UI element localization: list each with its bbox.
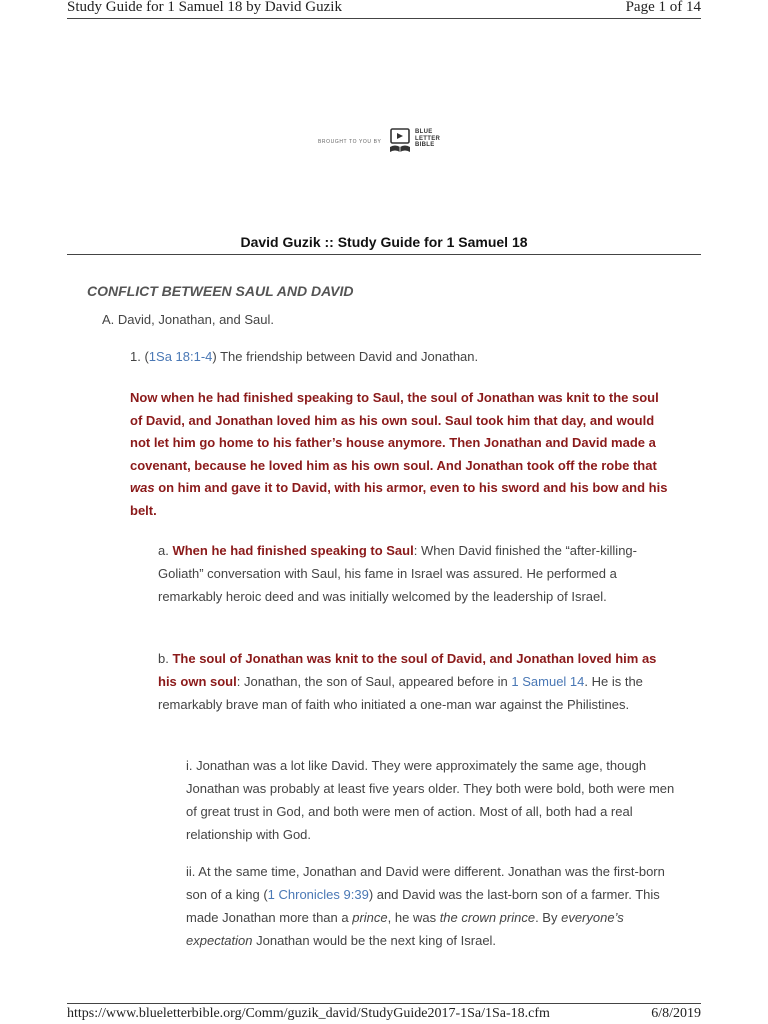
scripture-reference-link[interactable]: 1 Samuel 14	[511, 674, 585, 689]
commentary-point-i: i. Jonathan was a lot like David. They were approximately the same age, though Jonathan was probably at least five years older. They both were bold, both were men of great trust in God, and both were men of action. Most of all, both had a real relationship with God.	[186, 758, 675, 842]
highlighted-quote: The soul of Jonathan was knit to the soul of David, and Jonathan loved him as his own soul	[158, 651, 657, 689]
italic-text: everyone’s expectation	[186, 910, 624, 948]
scripture-reference-link[interactable]: 1Sa 18:1-4	[148, 349, 213, 364]
print-header-page-number: Page 1 of 14	[625, 0, 701, 15]
commentary-text: : Jonathan, the son of Saul, appeared before in	[236, 674, 512, 689]
commentary-point-a	[158, 539, 678, 608]
scripture-text: on him and gave it to David, with his armor, even to his sword and his bow and his belt.	[130, 480, 668, 518]
outline-point-1	[130, 349, 478, 364]
print-header-title: Study Guide for 1 Samuel 18 by David Guzik	[67, 0, 342, 15]
point-prefix: b.	[158, 651, 173, 666]
brand-logo-line: LETTER	[415, 135, 441, 142]
highlighted-quote: When he had finished speaking to Saul	[172, 543, 414, 558]
brand-logo-text	[415, 129, 440, 149]
scripture-reference-link[interactable]: 1 Chronicles 9:39	[267, 887, 369, 902]
title-divider	[67, 254, 701, 255]
brand-logo-line: BIBLE	[415, 142, 435, 148]
brand-banner	[318, 126, 458, 158]
scripture-passage	[130, 387, 670, 523]
point-prefix: a.	[158, 543, 173, 558]
commentary-text: Jonathan would be the next king of Israel.	[252, 933, 497, 948]
print-footer	[67, 1003, 701, 1024]
commentary-text: . By	[535, 910, 562, 925]
point-text: ) The friendship between David and Jonathan.	[212, 349, 479, 364]
print-footer-date: 6/8/2019	[651, 1006, 701, 1021]
commentary-text: , he was	[387, 910, 440, 925]
print-header	[67, 0, 701, 19]
commentary-text: . He is the remarkably brave man of faith who initiated a one-man war against the Philistines.	[158, 674, 643, 712]
document-title: David Guzik :: Study Guide for 1 Samuel 18	[240, 234, 528, 250]
scripture-text: Now when he had finished speaking to Saul, the soul of Jonathan was knit to the soul of David, and Jonathan loved him as his own soul. Saul took him that day, and would not let him go home to his father’s house anymore. Then Jonathan and David made a covenant, because he loved him as his own soul. And Jonathan took off the robe that	[130, 390, 659, 473]
print-footer-url: https://www.blueletterbible.org/Comm/guzik_david/StudyGuide2017-1Sa/1Sa-18.cfm	[67, 1006, 550, 1021]
scripture-italic: was	[130, 480, 155, 496]
point-number: 1. (	[130, 349, 149, 364]
italic-text: prince	[352, 910, 388, 925]
brand-logo-line: BLUE	[415, 129, 433, 135]
section-heading: CONFLICT BETWEEN SAUL AND DAVID	[87, 283, 354, 299]
italic-text: the crown prince	[439, 910, 536, 925]
commentary-point-b	[158, 647, 678, 716]
commentary-text: ii. At the same time, Jonathan and David were different. Jonathan was the first-born son of a king (	[186, 864, 665, 902]
commentary-text: : When David finished the “after-killing-Goliath” conversation with Saul, his fame in Israel was assured. He performed a remarkably heroic deed and was initially welcomed by the leadership of Israel.	[158, 543, 637, 604]
brand-tagline: BROUGHT TO YOU BY	[318, 139, 382, 145]
outline-item-a: A. David, Jonathan, and Saul.	[102, 312, 275, 327]
commentary-point-ii	[186, 860, 676, 952]
commentary-text: ) and David was the last-born son of a farmer. This made Jonathan more than a	[186, 887, 660, 925]
blue-letter-bible-logo-icon	[388, 127, 412, 155]
